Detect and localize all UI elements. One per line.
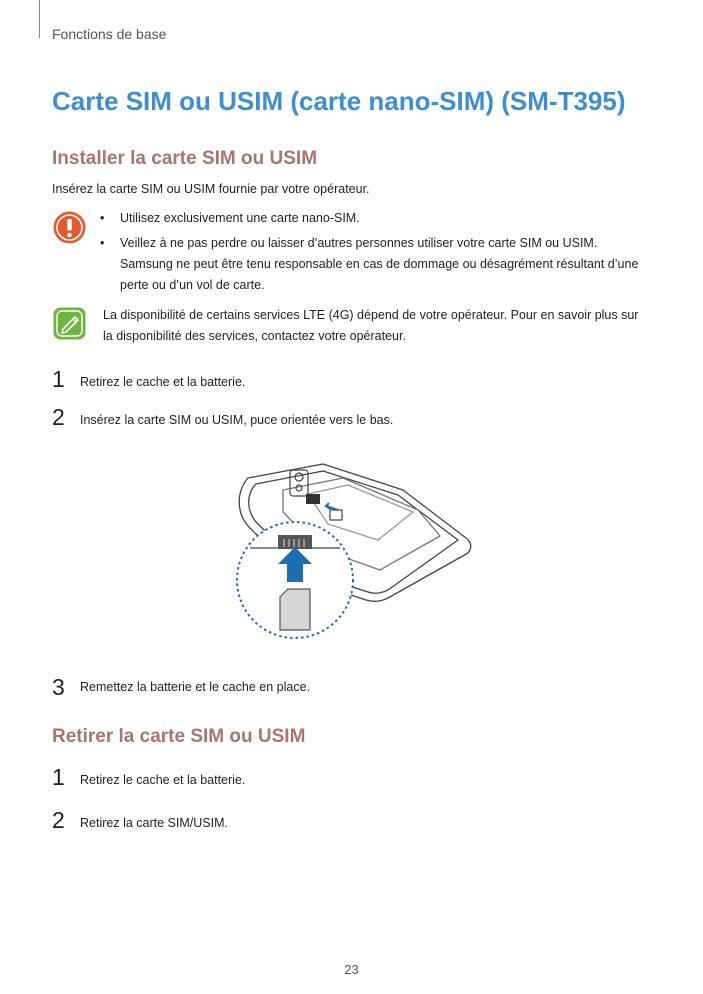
caution-bullet-text: Veillez à ne pas perdre ou laisser d’autres personnes utiliser votre carte SIM ou USIM. Samsung ne peut être tenu responsable en cas de dommage ou désagrément résultant d’une perte ou d’un vol de carte. bbox=[120, 236, 639, 292]
step-text: Retirez le cache et la batterie. bbox=[80, 773, 246, 787]
caution-icon bbox=[53, 211, 86, 244]
caution-bullet bbox=[100, 208, 640, 229]
running-head: Fonctions de base bbox=[52, 26, 167, 42]
note-text: La disponibilité de certains services LTE (4G) dépend de votre opérateur. Pour en savoir plus sur la disponibilité des services, contactez votre opérateur. bbox=[103, 308, 639, 343]
page-number: 23 bbox=[344, 962, 359, 977]
install-intro: Insérez la carte SIM ou USIM fournie par votre opérateur. bbox=[52, 182, 370, 196]
step-number: 2 bbox=[52, 807, 65, 833]
step-text: Insérez la carte SIM ou USIM, puce orientée vers le bas. bbox=[80, 413, 394, 427]
microsd-slot bbox=[330, 510, 342, 520]
bullet-dot: • bbox=[100, 211, 105, 225]
page-title: Carte SIM ou USIM (carte nano-SIM) (SM-T395) bbox=[52, 86, 626, 116]
corner-rule bbox=[39, 0, 40, 38]
note-icon bbox=[53, 307, 86, 340]
step-number: 1 bbox=[52, 764, 65, 790]
small-arrow-icon bbox=[326, 503, 338, 510]
caution-bullet-text: Utilisez exclusivement une carte nano-SIM. bbox=[120, 211, 360, 225]
sim-slot bbox=[306, 494, 320, 504]
step-text: Retirez le cache et la batterie. bbox=[80, 375, 246, 389]
step-number: 2 bbox=[52, 404, 65, 430]
sim-insertion-illustration bbox=[228, 450, 478, 645]
caution-bullet bbox=[100, 233, 640, 296]
section-heading-remove: Retirer la carte SIM ou USIM bbox=[52, 726, 306, 747]
nano-sim-card bbox=[280, 589, 310, 630]
zoom-slot bbox=[278, 535, 312, 549]
step-number: 1 bbox=[52, 366, 65, 392]
step-number: 3 bbox=[52, 674, 65, 700]
step-text: Retirez la carte SIM/USIM. bbox=[80, 816, 228, 830]
bullet-dot: • bbox=[100, 236, 105, 250]
section-heading-install: Installer la carte SIM ou USIM bbox=[52, 148, 318, 169]
step-text: Remettez la batterie et le cache en place. bbox=[80, 680, 310, 694]
